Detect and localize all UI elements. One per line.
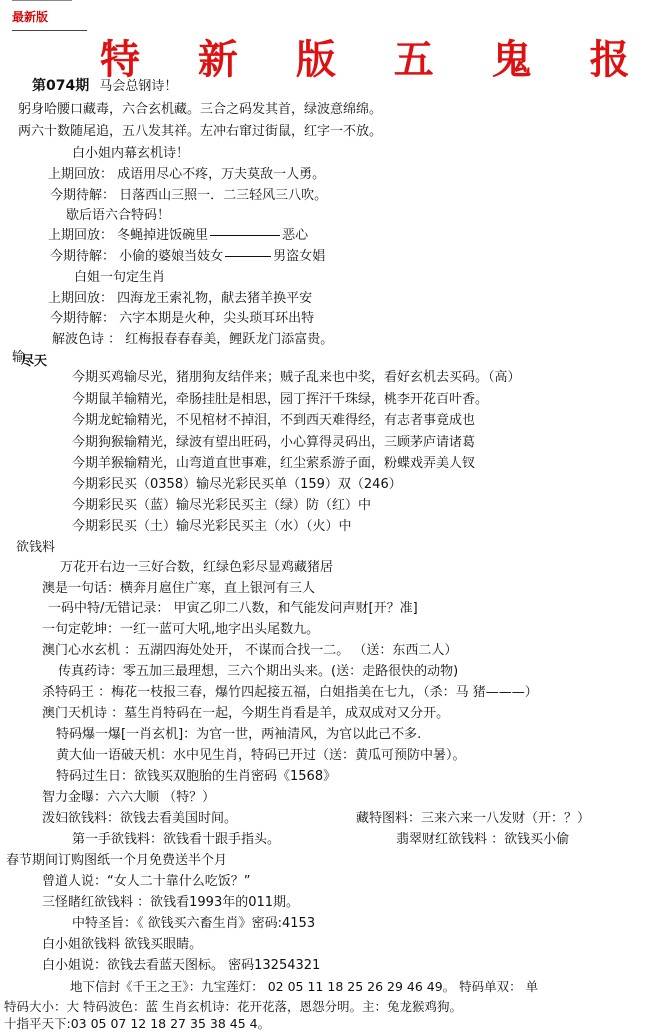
- riddle-now: [50, 249, 325, 265]
- want-line: 一码中特/无错记录： 甲寅乙卯二八数，和气能发问声财[开？准]: [48, 601, 418, 616]
- lose-line: 今期鼠羊输精光，牵肠挂肚是相思，园丁挥汗千珠绿，桃李开花百叶香。: [72, 392, 489, 407]
- white-lady-now: [50, 188, 327, 204]
- want-line: 澳门心水玄机 ：五湖四海处处开， 不谋而合找一二。 （送：东西二人）: [42, 643, 458, 658]
- lose-line: 今期彩民买（土）输尽光彩民买主（水）（火）中: [72, 519, 352, 534]
- lose-line: 今期买鸡输尽光，猪朋狗友结伴来；贼子乱来也中奖，看好玄机去买码。（高）: [72, 370, 521, 385]
- now-answer: 男盗女娼: [273, 249, 326, 264]
- want-line: 特码过生日：欲钱买双胞胎的生肖密码《1568》: [56, 769, 337, 784]
- last-text: 冬蝇掉进饭碗里: [117, 228, 209, 243]
- now-label: 今期待解：: [50, 311, 116, 326]
- color-text: 红梅报春春春美，鲤跃龙门添富贵。: [125, 332, 334, 347]
- page-title: 特 新 版 五 鬼 报: [100, 36, 652, 83]
- want-line: 黄大仙一语破天机：水中见生肖，特码已开过（送：黄瓜可预防中暑）。: [56, 748, 466, 763]
- last-text: 四海龙王索礼物，献去猪羊换平安: [117, 291, 313, 306]
- want-line: 一句定乾坤：一红一蓝可大吼,地字出头尾数九。: [42, 622, 320, 637]
- white-lady-last: [48, 167, 325, 183]
- want-line: 杀特码王 ：梅花一枝报三春，爆竹四起接五福，白姐指美在七九，（杀：马 猪———）: [42, 685, 538, 700]
- want-line: 澳是一句话：横奔月扈住广寒，直上银河有三人: [42, 581, 316, 596]
- dual-line-2-left: 第一手欲钱料：欲钱看十跟手指头。: [72, 832, 281, 847]
- want-line: 智力金曝：六六大顺 （特？）: [42, 790, 216, 805]
- verdict-now: [50, 311, 314, 327]
- final-line: 曾道人说：“女人二十靠什么吃饭？”: [42, 874, 251, 889]
- answer-dash: [225, 256, 271, 257]
- dual-line-2-right: 翡翠财红欲钱料 ：欲钱买小偷: [396, 832, 570, 847]
- verdict-heading: 白姐一句定生肖: [74, 270, 166, 285]
- riddle-heading: 歇后语六合特码！: [66, 208, 171, 223]
- now-label: 今期待解：: [50, 249, 116, 264]
- lose-heading-b: 尽天: [21, 354, 48, 369]
- final-line: 三怪睹红欲钱料 ：欲钱看1993年的011期。: [42, 895, 300, 910]
- answer-dash: [210, 235, 280, 236]
- riddle-last: [48, 228, 308, 244]
- spring-line: 春节期间订购图纸一个月免费送半个月: [6, 853, 228, 868]
- lose-line: 今期彩民买（蓝）输尽光彩民买主（绿）防（红）中: [72, 498, 372, 513]
- want-line: 澳门天机诗 ：墓生肖特码在一起，今期生肖看是羊，成双成对又分开。: [42, 706, 450, 721]
- dual-line-1-right: 藏特图料：三来六来一八发财（开：？）: [356, 811, 591, 826]
- want-money-heading: 欲钱料: [16, 540, 56, 555]
- want-line: 特码爆一爆[一肖玄机]：为官一世，两袖清风，为官以此己不多.: [56, 727, 422, 742]
- badge-top-rule: [12, 0, 72, 1]
- final-line: 白小姐欲钱料 欲钱买眼睛。: [42, 937, 203, 952]
- special-size-line: 特码大小：大 特码波色：蓝 生肖玄机诗：花开花落，恩怨分明。主：兔龙猴鸡狗。: [4, 999, 462, 1014]
- underground-line: 地下信封《千王之王》：九宝莲灯： 02 05 11 18 25 26 29 46 49。 特码单双： 单: [70, 979, 539, 994]
- last-label: 上期回放：: [48, 228, 114, 243]
- want-line: 传真药诗：零五加三最理想，三六个期出头来。(送：走路很快的动物): [58, 664, 459, 679]
- color-label: 解波色诗 ：: [52, 332, 122, 347]
- issue-subtitle: 马会总钢诗！: [99, 79, 178, 94]
- badge-bottom-rule: [12, 30, 87, 31]
- last-label: 上期回放：: [48, 291, 114, 306]
- now-text: 小偷的婆娘当妓女: [119, 249, 224, 264]
- final-line: 中特圣旨：《 欲钱买六畜生肖》密码:4153: [72, 916, 316, 931]
- white-lady-heading: 白小姐内幕玄机诗！: [72, 146, 190, 161]
- lose-line: 今期龙蛇输精光，不见棺材不掉泪，不到西天难得经，有志者事竟成也: [72, 413, 476, 428]
- want-line: 万花开右边一三好合数，红绿色彩尽显鸡藏猪居: [60, 560, 334, 575]
- ten-fingers-line: 十指平天下:03 05 07 12 18 27 35 38 45 4。: [4, 1016, 271, 1031]
- dual-line-1-left: 泼妇欲钱料：欲钱去看美国时间。: [42, 811, 238, 826]
- now-label: 今期待解：: [50, 188, 116, 203]
- now-text: 六字本期是火种，尖头琐耳环出特: [119, 311, 315, 326]
- latest-edition-badge: 最新版: [12, 10, 49, 24]
- issue-period: 第074期: [32, 78, 90, 94]
- final-line: 白小姐说：欲钱去看蓝天图标。 密码13254321: [42, 958, 321, 973]
- issue-header: [32, 78, 177, 95]
- verdict-color-poem: [52, 332, 333, 348]
- lose-heading: [12, 350, 48, 369]
- poem-line: 两六十数随尾追，五八发其祥。左冲右窜过街鼠，红字一不放。: [18, 124, 383, 139]
- last-text: 成语用尽心不疼，万夫莫敌一人勇。: [117, 167, 326, 182]
- now-text: 日落西山三照一．二三轻风三八吹。: [119, 188, 328, 203]
- poem-line: 躬身哈腰口藏毒，六合玄机藏。三合之码发其首，绿波意绵绵。: [18, 102, 383, 117]
- verdict-last: [48, 291, 312, 307]
- lose-line: 今期羊猴输精光，山弯道直世事难，红尘萦系游子面，粉蝶戏弄美人钗: [72, 456, 476, 471]
- lose-line: 今期彩民买（0358）输尽光彩民买单（159）双（246）: [72, 477, 402, 492]
- last-answer: 恶心: [282, 228, 309, 243]
- lose-line: 今期狗猴输精光，绿波有望出旺码，小心算得灵码出，三顾茅庐请诸葛: [72, 435, 476, 450]
- last-label: 上期回放：: [48, 167, 114, 182]
- lose-heading-a: 输: [12, 350, 26, 365]
